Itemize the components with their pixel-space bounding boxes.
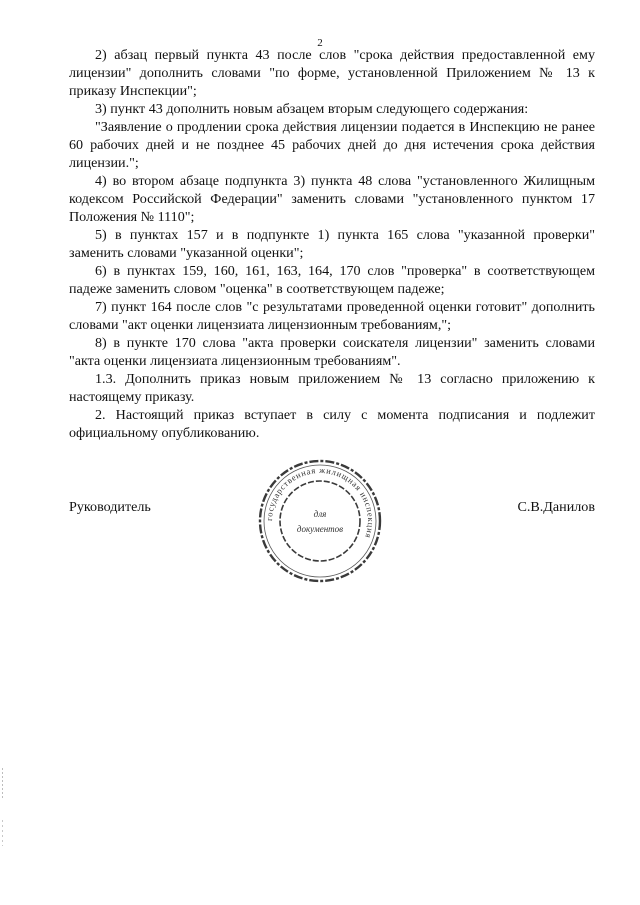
official-seal bbox=[255, 456, 385, 586]
document-body bbox=[69, 46, 595, 442]
paragraph-item-5: 5) в пунктах 157 и в подпункте 1) пункта 165 слова "указанной проверки" заменить словами "указанной оценки"; bbox=[69, 227, 595, 261]
seal-center-line-1: для bbox=[313, 509, 327, 519]
paragraph-item-2: 2) абзац первый пункта 43 после слов "срока действия предоставленной ему лицензии" дополнить словами "по форме, установленной Приложением № 13 к приказу Инспекции"; bbox=[69, 47, 595, 99]
paragraph-item-3: 3) пункт 43 дополнить новым абзацем вторым следующего содержания: bbox=[95, 101, 529, 117]
margin-tick-marks bbox=[1, 768, 5, 798]
paragraph-1-3: 1.3. Дополнить приказ новым приложением № 13 согласно приложению к настоящему приказу. bbox=[69, 371, 595, 405]
paragraph-item-8: 8) в пункте 170 слова "акта проверки соискателя лицензии" заменить словами "акта оценки лицензиата лицензионным требованиям". bbox=[69, 335, 595, 369]
paragraph-item-6: 6) в пунктах 159, 160, 161, 163, 164, 170 слов "проверка" в соответствующем падеже заменить словом "оценка" в соответствующем падеже; bbox=[69, 263, 595, 297]
paragraph-quoted-text: "Заявление о продлении срока действия лицензии подается в Инспекцию не ранее 60 рабочих дней и не позднее 45 рабочих дней до дня истечения срока действия лицензии."; bbox=[69, 119, 595, 171]
paragraph-item-4: 4) во втором абзаце подпункта 3) пункта 48 слова "установленного Жилищным кодексом Российской Федерации" заменить словами "установленного пунктом 17 Положения № 1110"; bbox=[69, 173, 595, 225]
paragraph-item-7: 7) пункт 164 после слов "с результатами проведенной оценки готовит" дополнить словами "акт оценки лицензиата лицензионным требованиям,"; bbox=[69, 299, 595, 333]
margin-tick-marks-lower bbox=[1, 820, 5, 846]
seal-center-line-2: документов bbox=[296, 524, 344, 534]
page-number: 2 bbox=[317, 37, 323, 49]
signatory-title: Руководитель bbox=[69, 499, 151, 515]
paragraph-2: 2. Настоящий приказ вступает в силу с момента подписания и подлежит официальному опубликованию. bbox=[69, 407, 595, 441]
seal-ring-text: государственная жилищная инспекция bbox=[263, 464, 377, 540]
signatory-name: С.В.Данилов bbox=[517, 499, 595, 515]
